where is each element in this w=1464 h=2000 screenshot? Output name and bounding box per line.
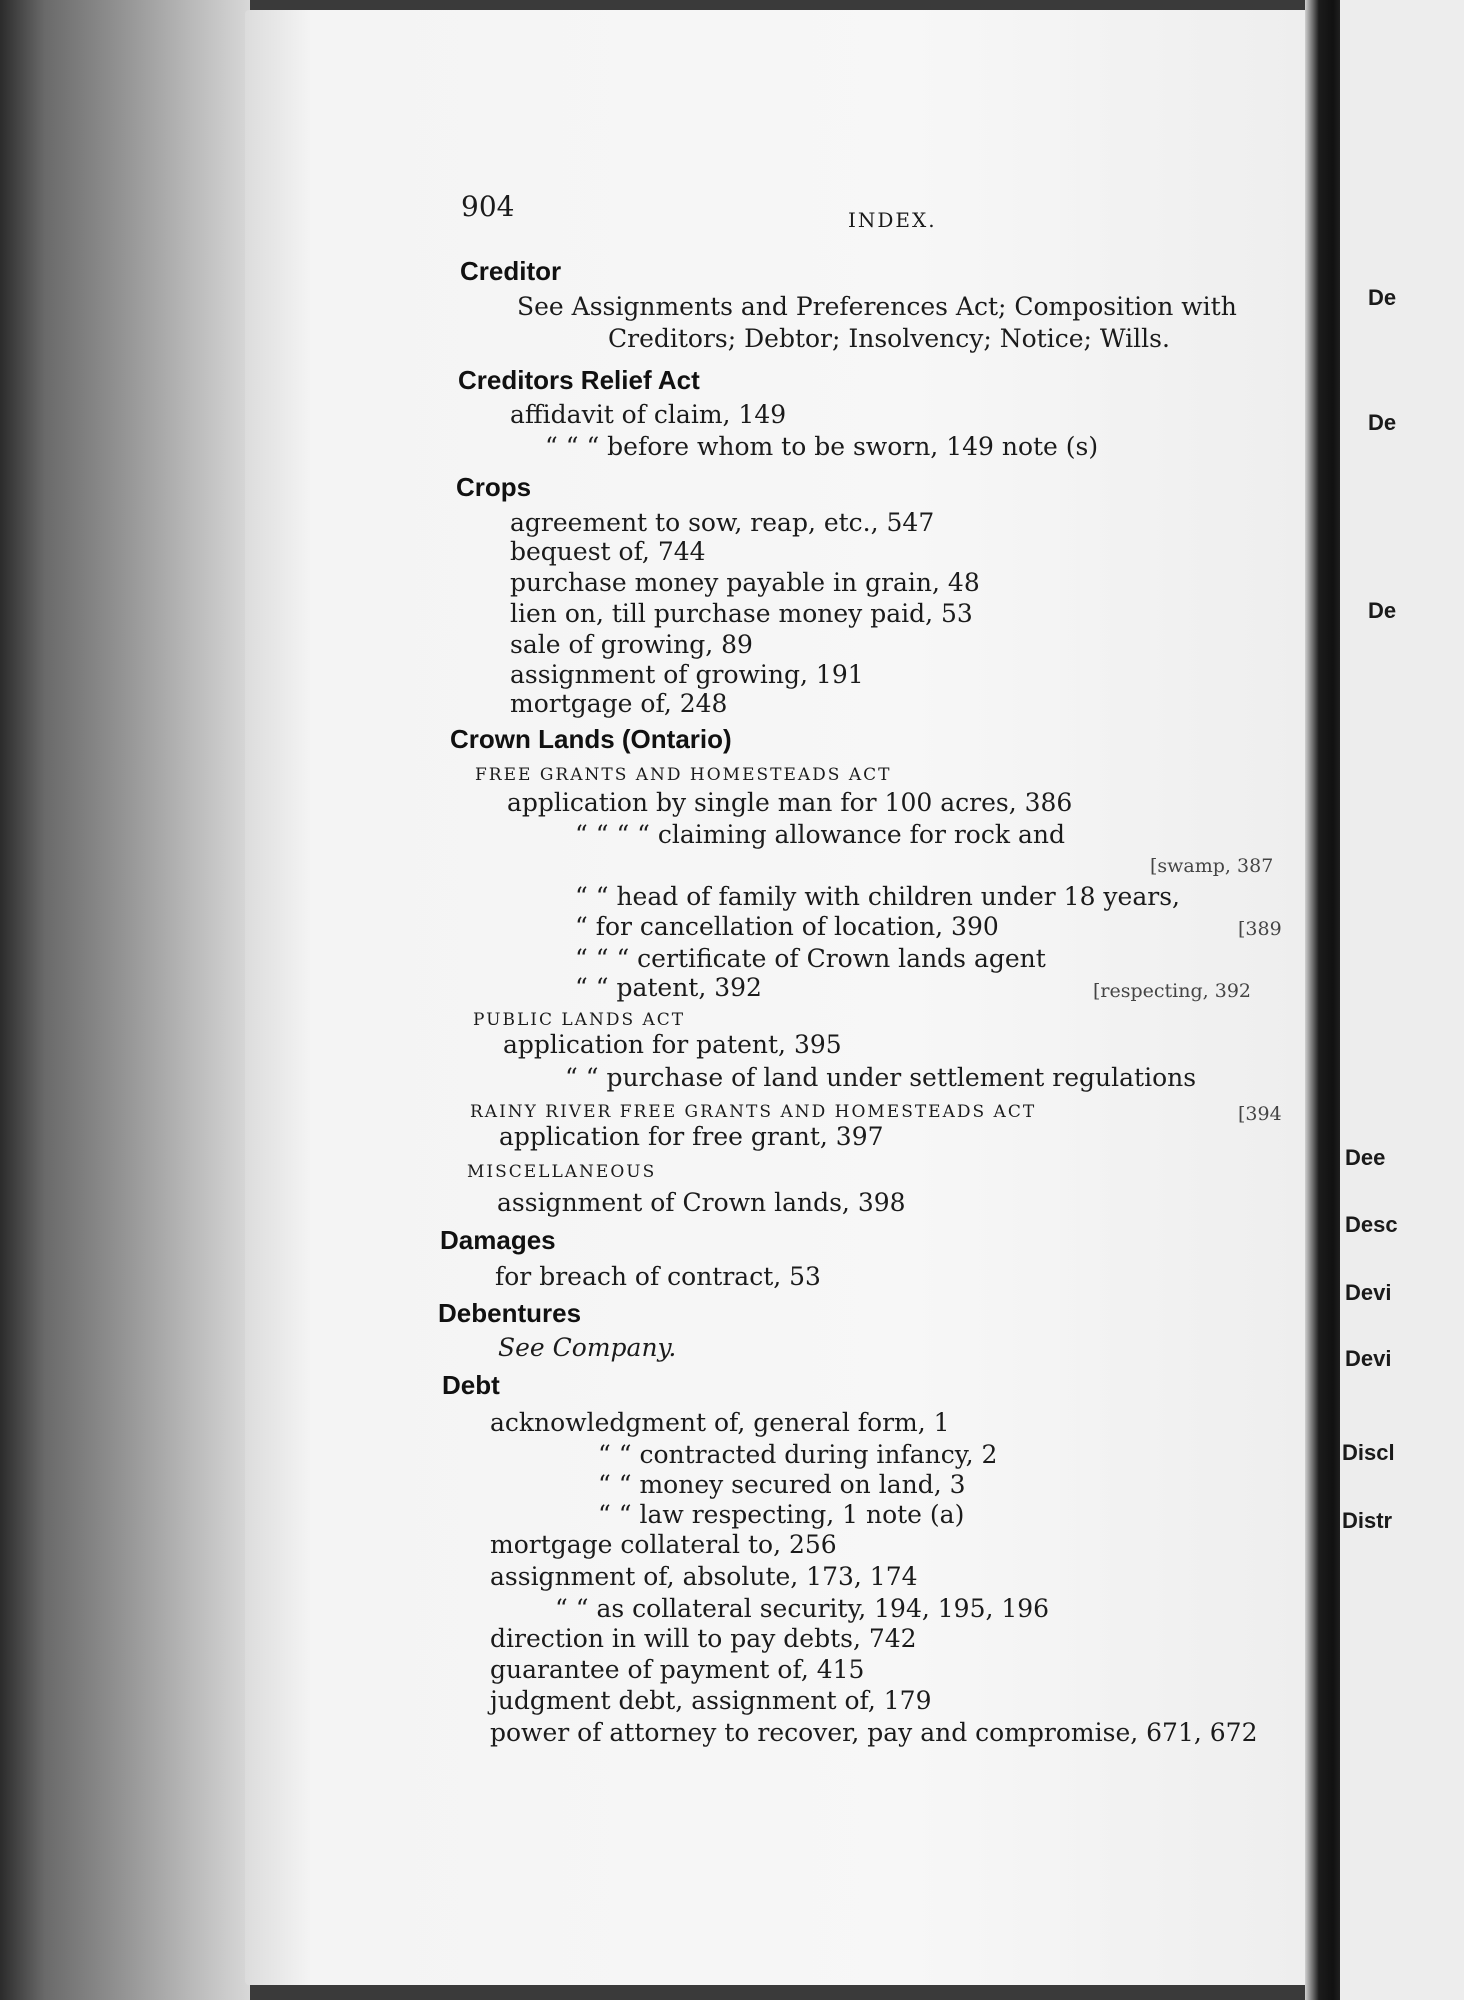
entry-line: “ “ “ certificate of Crown lands agent xyxy=(575,944,1046,973)
entry-line: judgment debt, assignment of, 179 xyxy=(490,1686,932,1715)
heading-crops: Crops xyxy=(456,472,532,502)
running-title: INDEX. xyxy=(848,208,937,232)
entry-line: “ “ as collateral security, 194, 195, 196 xyxy=(555,1594,1050,1623)
entry-line: “ “ purchase of land under settlement regulations xyxy=(565,1063,1197,1092)
entry-line: “ “ money secured on land, 3 xyxy=(598,1470,966,1499)
entry-line: “ “ patent, 392 xyxy=(575,973,762,1002)
book-fore-edge xyxy=(0,0,250,2000)
index-page xyxy=(245,10,1355,1985)
entry-line: lien on, till purchase money paid, 53 xyxy=(510,599,973,628)
entry-line: direction in will to pay debts, 742 xyxy=(490,1624,917,1653)
subheading: FREE GRANTS AND HOMESTEADS ACT xyxy=(475,765,892,785)
facing-page-word: De xyxy=(1368,598,1397,623)
continuation-note: [respecting, 392 xyxy=(1093,980,1251,1002)
continuation-note: [394 xyxy=(1238,1103,1282,1125)
heading-creditors-relief-act: Creditors Relief Act xyxy=(458,365,700,395)
facing-page-word: De xyxy=(1368,410,1397,435)
facing-page-word: Desc xyxy=(1345,1212,1398,1237)
heading-debentures: Debentures xyxy=(438,1298,582,1328)
subheading: PUBLIC LANDS ACT xyxy=(473,1010,686,1030)
entry-line: sale of growing, 89 xyxy=(510,630,753,659)
entry-line: mortgage of, 248 xyxy=(510,689,728,718)
heading-creditor: Creditor xyxy=(460,256,562,286)
entry-line: assignment of Crown lands, 398 xyxy=(497,1188,906,1217)
book-gutter xyxy=(1305,0,1345,2000)
continuation-note: [swamp, 387 xyxy=(1150,855,1274,877)
facing-page-word: Dee xyxy=(1345,1145,1386,1170)
entry-line: application for free grant, 397 xyxy=(499,1122,884,1151)
heading-crown-lands: Crown Lands (Ontario) xyxy=(450,724,732,754)
entry-line: See Company. xyxy=(498,1333,677,1362)
entry-line: agreement to sow, reap, etc., 547 xyxy=(510,508,935,537)
facing-page-word: Distr xyxy=(1342,1508,1393,1533)
entry-line: application by single man for 100 acres, 386 xyxy=(507,788,1073,817)
entry-line: “ “ law respecting, 1 note (a) xyxy=(598,1500,965,1529)
entry-line: power of attorney to recover, pay and compromise, 671, 672 xyxy=(490,1718,1258,1747)
entry-line: “ “ “ before whom to be sworn, 149 note (s) xyxy=(545,432,1099,461)
facing-page-word: De xyxy=(1368,285,1397,310)
entry-line: “ “ “ “ claiming allowance for rock and xyxy=(575,820,1065,849)
entry-line: bequest of, 744 xyxy=(510,537,706,566)
heading-damages: Damages xyxy=(440,1225,556,1255)
entry-line: guarantee of payment of, 415 xyxy=(490,1655,865,1684)
entry-line: “ “ contracted during infancy, 2 xyxy=(598,1440,998,1469)
entry-line: purchase money payable in grain, 48 xyxy=(510,568,980,597)
entry-line: acknowledgment of, general form, 1 xyxy=(490,1408,950,1437)
facing-page-word: Discl xyxy=(1342,1440,1395,1465)
page-number: 904 xyxy=(461,190,515,223)
entry-line: assignment of, absolute, 173, 174 xyxy=(490,1562,918,1591)
entry-line: See Assignments and Preferences Act; Composition with xyxy=(517,292,1237,321)
entry-line: assignment of growing, 191 xyxy=(510,660,864,689)
entry-line: application for patent, 395 xyxy=(503,1030,842,1059)
entry-line: affidavit of claim, 149 xyxy=(510,400,787,429)
facing-page-word: Devi xyxy=(1345,1346,1392,1371)
subheading: MISCELLANEOUS xyxy=(467,1162,657,1182)
continuation-note: [389 xyxy=(1238,918,1282,940)
facing-page xyxy=(1340,0,1464,2000)
entry-line: mortgage collateral to, 256 xyxy=(490,1530,837,1559)
facing-page-word: Devi xyxy=(1345,1280,1392,1305)
entry-line: “ for cancellation of location, 390 xyxy=(575,912,999,941)
entry-line: Creditors; Debtor; Insolvency; Notice; Wills. xyxy=(608,324,1170,353)
heading-debt: Debt xyxy=(442,1370,500,1400)
entry-line: for breach of contract, 53 xyxy=(495,1262,821,1291)
entry-line: “ “ head of family with children under 18 years, xyxy=(575,882,1180,911)
subheading: RAINY RIVER FREE GRANTS AND HOMESTEADS ACT xyxy=(470,1102,1037,1122)
